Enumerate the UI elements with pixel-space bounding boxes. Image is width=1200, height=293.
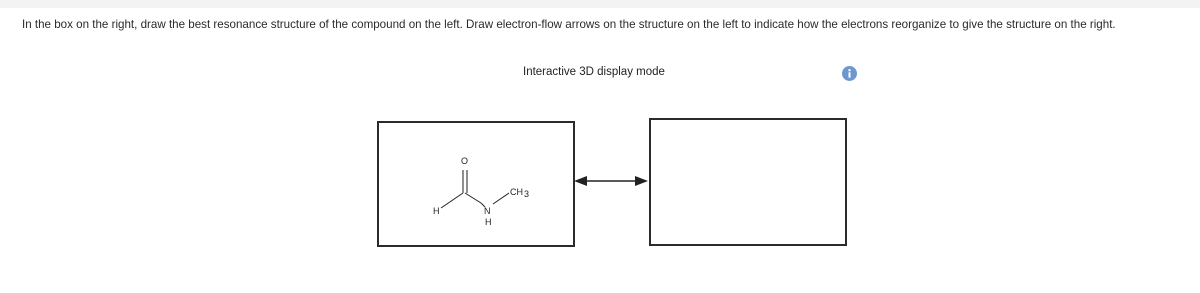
- methyl-label: CH: [510, 187, 523, 197]
- info-glyph: [842, 66, 857, 81]
- oxygen-label: O: [461, 156, 469, 166]
- bond-n-c: [493, 193, 509, 204]
- question-instructions: In the box on the right, draw the best resonance structure of the compound on the left. Draw electron-flow arrows on the structure on the left to indicate how the electrons reorganize to give the structure on the right.: [22, 18, 1116, 31]
- top-divider: [0, 0, 1200, 8]
- nitrogen-hydrogen-label: H: [485, 217, 492, 227]
- info-icon[interactable]: [842, 66, 857, 81]
- bond-h-carbonyl: [441, 193, 463, 208]
- bond-c-c: [465, 193, 481, 203]
- hydrogen-label: H: [433, 206, 440, 216]
- starting-structure-box[interactable]: [377, 121, 575, 247]
- resonance-arrow-icon: [573, 174, 649, 188]
- nitrogen-label: N: [484, 206, 491, 216]
- amide-structure: [379, 123, 573, 245]
- methyl-subscript: 3: [524, 189, 530, 199]
- display-mode-row: [0, 64, 1200, 84]
- answer-drawing-box[interactable]: [649, 118, 847, 246]
- display-mode-label: Interactive 3D display mode: [523, 66, 665, 78]
